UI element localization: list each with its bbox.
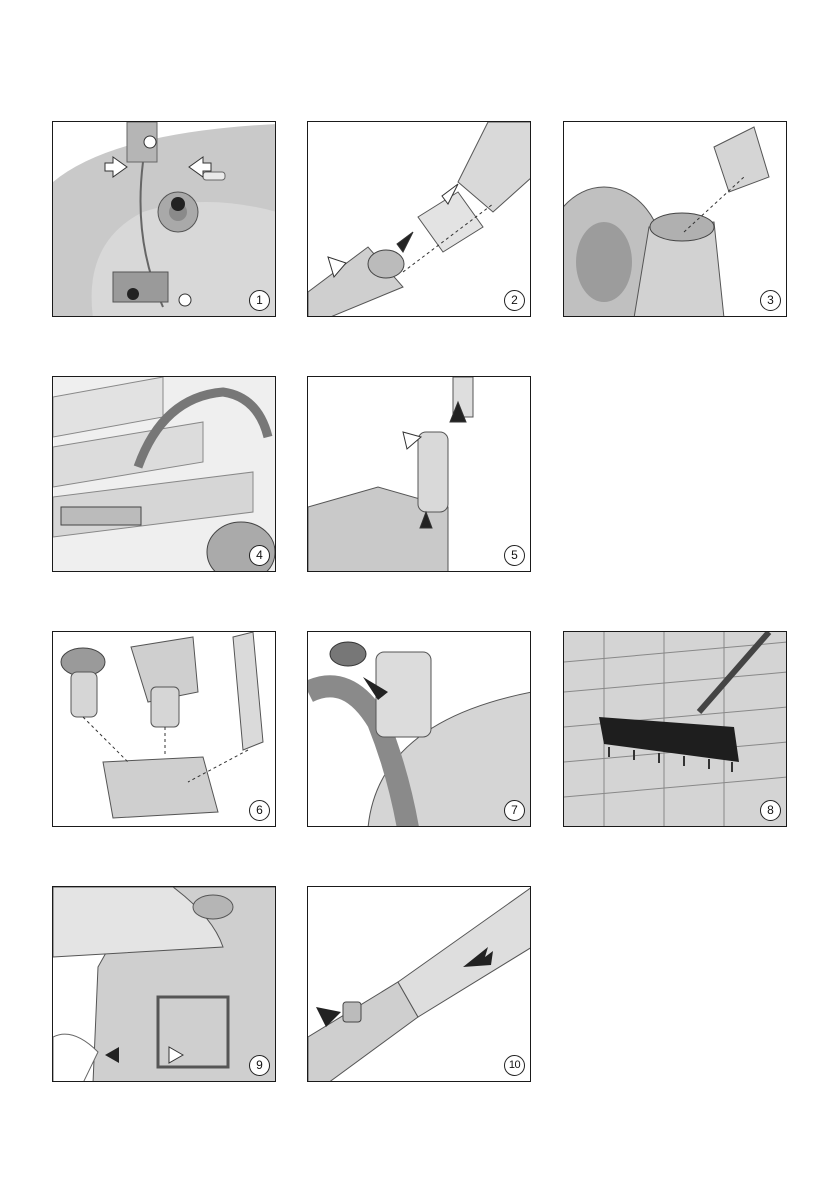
figure-4-panel [52,376,276,572]
figure-4-illustration [53,377,276,572]
figure-number: 3 [760,290,781,311]
figure-1-illustration [53,122,276,317]
figure-2-panel [307,121,531,317]
figure-10-illustration [308,887,531,1082]
figure-9-illustration [53,887,276,1082]
figure-number: 6 [249,800,270,821]
figure-number: 10 [504,1055,525,1076]
figure-number: 7 [504,800,525,821]
figure-7-panel [307,631,531,827]
figure-number: 1 [249,290,270,311]
figure-number: 2 [504,290,525,311]
figure-8-panel [563,631,787,827]
figure-9-panel [52,886,276,1082]
figure-5-panel [307,376,531,572]
figure-number: 4 [249,545,270,566]
figure-6-illustration [53,632,276,827]
figure-number: 9 [249,1055,270,1076]
figure-number: 5 [504,545,525,566]
figure-1-panel [52,121,276,317]
figure-3-illustration [564,122,787,317]
figure-8-illustration [564,632,787,827]
figure-3-panel [563,121,787,317]
figure-7-illustration [308,632,531,827]
figure-10-panel [307,886,531,1082]
figure-2-illustration [308,122,531,317]
figure-6-panel [52,631,276,827]
figure-5-illustration [308,377,531,572]
figure-number: 8 [760,800,781,821]
